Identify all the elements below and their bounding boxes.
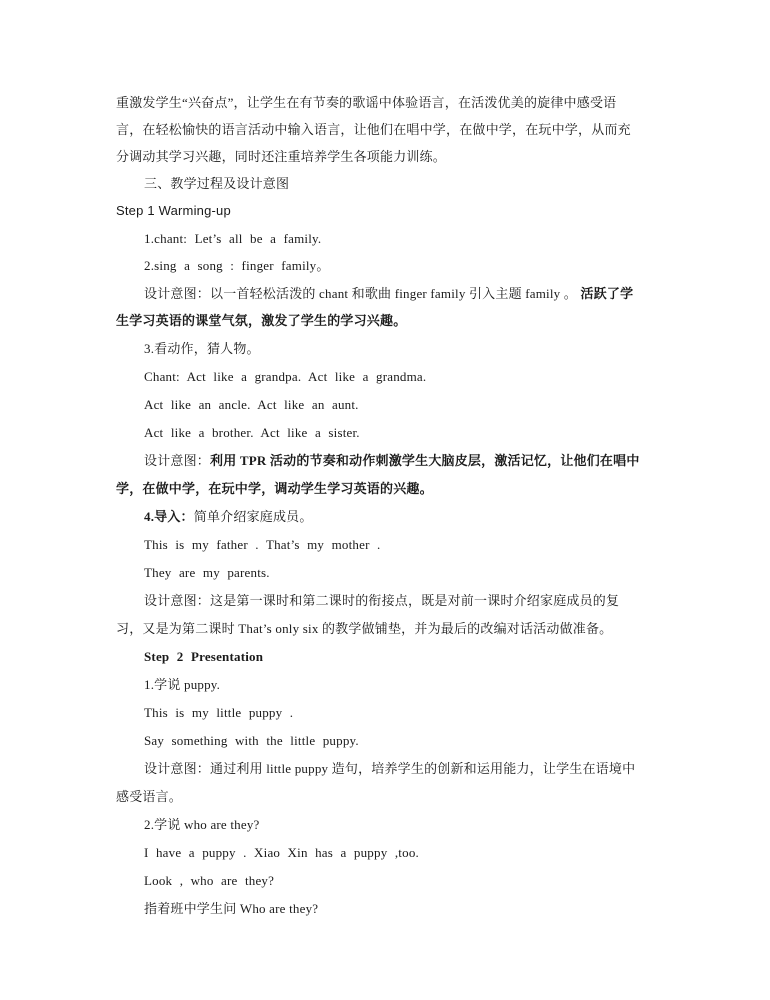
design-intent-4: 设计意图：通过利用 little puppy 造句，培养学生的创新和运用能力，让学生在语境中 [144, 761, 636, 776]
have-puppy-line: I have a puppy . Xiao Xin has a puppy ,too. [144, 845, 419, 860]
intro-line [144, 509, 313, 525]
paragraph-line-2: 言，在轻松愉快的语言活动中输入语言，让他们在唱中学，在做中学，在玩中学，从而充 [116, 122, 631, 137]
paragraph-line-3: 分调动其学习兴趣，同时还注重培养学生各项能力训练。 [116, 149, 447, 164]
design-intent-1-bold: 活跃了学 [580, 286, 634, 301]
step-1-heading: Step 1 Warming-up [116, 203, 231, 218]
parents-line: They are my parents. [144, 565, 270, 580]
chant-line: 1.chant: Let’s all be a family. [144, 231, 322, 246]
chant-act-3: Act like a brother. Act like a sister. [144, 425, 360, 440]
father-mother-line: This is my father . That’s my mother . [144, 537, 381, 552]
say-something-line: Say something with the little puppy. [144, 733, 359, 748]
design-intent-3: 设计意图：这是第一课时和第二课时的衔接点，既是对前一课时介绍家庭成员的复 [144, 593, 620, 608]
step-2-heading: Step 2 Presentation [144, 649, 264, 664]
chant-act-2: Act like an ancle. Act like an aunt. [144, 397, 359, 412]
learn-who-are-they: 2.学说 who are they? [144, 817, 260, 832]
point-ask-line: 指着班中学生问 Who are they? [144, 901, 319, 916]
intro-text: 简单介绍家庭成员。 [193, 509, 313, 524]
design-intent-1-text: 设计意图：以一首轻松活泼的 chant 和歌曲 finger family 引入主题 family 。 [144, 286, 578, 301]
design-intent-1 [144, 286, 633, 302]
paragraph-line-1: 重激发学生“兴奋点”，让学生在有节奏的歌谣中体验语言，在活泼优美的旋律中感受语 [116, 95, 617, 110]
design-intent-2-label: 设计意图： [144, 453, 211, 468]
little-puppy-line: This is my little puppy . [144, 705, 294, 720]
design-intent-4-cont: 感受语言。 [116, 789, 183, 804]
design-intent-1-cont: 生学习英语的课堂气氛，激发了学生的学习兴趣。 [116, 313, 407, 328]
look-line: Look , who are they? [144, 873, 275, 888]
design-intent-3-cont: 习，又是为第二课时 That’s only six 的教学做铺垫，并为最后的改编对话活动做准备。 [116, 621, 613, 636]
chant-act-1: Chant: Act like a grandpa. Act like a grandma. [144, 369, 427, 384]
song-line: 2.sing a song : finger family。 [144, 258, 330, 273]
design-intent-2 [144, 453, 640, 469]
design-intent-2-bold: 利用 TPR 活动的节奏和动作刺激学生大脑皮层，激活记忆，让他们在唱中 [210, 453, 640, 468]
design-intent-2-cont: 学，在做中学，在玩中学，调动学生学习英语的兴趣。 [116, 481, 433, 496]
learn-puppy: 1.学说 puppy. [144, 677, 221, 692]
guess-activity: 3.看动作，猜人物。 [144, 341, 260, 356]
intro-label: 4.导入： [144, 509, 194, 524]
section-heading: 三、教学过程及设计意图 [144, 176, 290, 191]
